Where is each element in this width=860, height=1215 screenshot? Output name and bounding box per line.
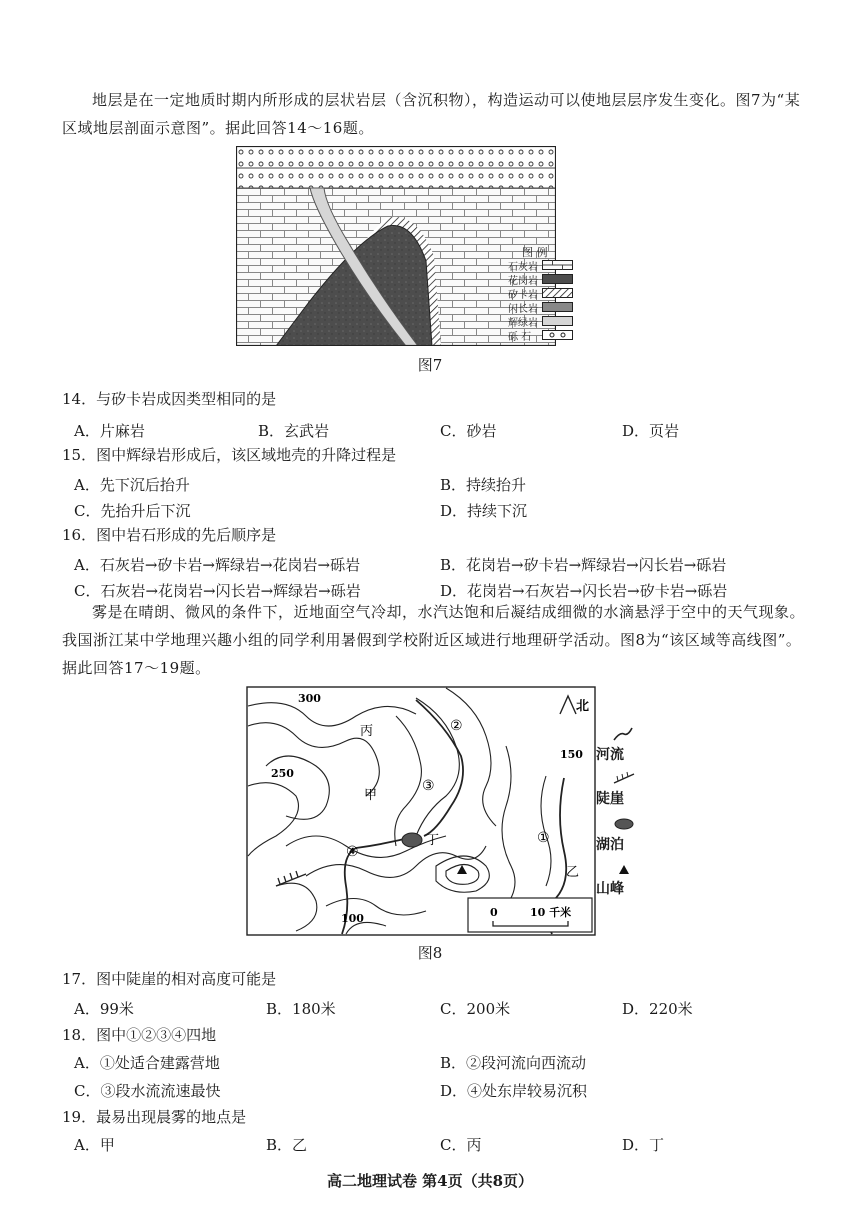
figure-8-legend [596,726,652,916]
q18-option-a[interactable]: A．①处适合建露营地 [74,1054,220,1072]
q14-option-b[interactable]: B．玄武岩 [258,422,330,440]
legend-peak-icon [610,862,638,876]
contour-map [246,686,596,936]
q15-option-d[interactable]: D．持续下沉 [440,502,528,520]
legend-title: 图 例 [522,246,548,259]
q17-option-c[interactable]: C．200米 [440,1000,511,1018]
place-jia: 甲 [364,788,378,803]
figure-8-caption: 图8 [417,944,443,962]
legend-cliff-icon [610,770,638,786]
page-footer: 高二地理试卷 第4页（共8页） [326,1172,534,1190]
question-14-options [74,420,814,444]
figure-8 [246,686,596,936]
legend-river-label: 河流 [596,747,624,763]
place-bing: 丙 [360,724,374,739]
question-16-options-row-1 [74,554,814,578]
q18-option-d[interactable]: D．④处东岸较易沉积 [440,1082,588,1100]
question-17-options [74,998,814,1022]
question-18: 18．图中①②③④四地 [62,1026,217,1044]
q16-option-a[interactable]: A．石灰岩→矽卡岩→辉绿岩→花岗岩→砾岩 [74,556,361,574]
q18-option-b[interactable]: B．②段河流向西流动 [440,1054,587,1072]
q16-option-c[interactable]: C．石灰岩→花岗岩→闪长岩→辉绿岩→砾岩 [74,582,361,600]
q14-option-c[interactable]: C．砂岩 [440,422,497,440]
q19-option-d[interactable]: D．丁 [622,1136,665,1154]
north-label: 北 [576,699,590,714]
legend-label-gravel: 砾 石 [508,332,532,343]
legend-label-diorite: 闪长岩 [508,304,538,315]
question-14: 14．与矽卡岩成因类型相同的是 [62,390,277,408]
q15-option-b[interactable]: B．持续抬升 [440,476,527,494]
marker-2: ② [450,718,463,734]
intro-paragraph-2: 雾是在晴朗、微风的条件下，近地面空气冷却，水汽达饱和后凝结成细微的水滴悬浮于空中的天气现象。我国浙江某中学地理兴趣小组的同学利用暑假到学校附近区域进行地理研学活动。图8为“该区域等高线图”。据此回答17～19题。 [62,603,806,677]
question-15-options-row-1 [74,474,814,498]
q18-option-c[interactable]: C．③段水流流速最快 [74,1082,221,1100]
marker-4: ④ [346,844,359,860]
legend-lake-label: 湖泊 [596,837,624,853]
question-19: 19．最易出现晨雾的地点是 [62,1108,247,1126]
scale-label: 10 千米 [530,906,572,919]
q15-option-c[interactable]: C．先抬升后下沉 [74,502,191,520]
q17-option-d[interactable]: D．220米 [622,1000,693,1018]
legend-label-granite: 花岗岩 [508,276,538,287]
legend-peak-label: 山峰 [596,881,624,897]
question-19-options [74,1134,814,1158]
place-ding: 丁 [426,833,440,848]
figure-7-caption: 图7 [417,356,443,374]
lake-icon [402,833,422,847]
scale-zero: 0 [490,906,498,919]
q14-option-d[interactable]: D．页岩 [622,422,680,440]
q16-option-d[interactable]: D．花岗岩→石灰岩→闪长岩→矽卡岩→砾岩 [440,582,728,600]
question-15-options-row-2 [74,500,814,524]
question-15: 15．图中辉绿岩形成后，该区域地壳的升降过程是 [62,446,397,464]
contour-label-250: 250 [271,767,294,780]
legend-cliff-label: 陡崖 [596,791,624,807]
marker-1: ① [537,830,550,846]
contour-label-100: 100 [341,912,364,925]
q15-option-a[interactable]: A．先下沉后抬升 [74,476,190,494]
question-17: 17．图中陡崖的相对高度可能是 [62,970,277,988]
legend-label-limestone: 石灰岩 [508,262,538,273]
q16-option-b[interactable]: B．花岗岩→矽卡岩→辉绿岩→闪长岩→砾岩 [440,556,727,574]
q14-option-a[interactable]: A．片麻岩 [74,422,145,440]
legend-river-icon [610,726,638,742]
question-18-options-row-2 [74,1080,814,1104]
q19-option-b[interactable]: B．乙 [266,1136,308,1154]
place-yi: 乙 [566,865,580,880]
q19-option-c[interactable]: C．丙 [440,1136,482,1154]
question-18-options-row-1 [74,1052,814,1076]
legend-swatches [542,258,576,344]
intro-paragraph-1: 地层是在一定地质时期内所形成的层状岩层（含沉积物），构造运动可以使地层层序发生变化。图7为“某区域地层剖面示意图”。据此回答14～16题。 [62,91,801,137]
q17-option-a[interactable]: A．99米 [74,1000,134,1018]
contour-label-150: 150 [560,748,583,761]
legend-label-skarn: 矽卡岩 [508,290,538,301]
q17-option-b[interactable]: B．180米 [266,1000,336,1018]
question-16: 16．图中岩石形成的先后顺序是 [62,526,277,544]
q19-option-a[interactable]: A．甲 [74,1136,115,1154]
contour-label-300: 300 [298,692,321,705]
marker-3: ③ [422,778,435,794]
legend-lake-icon [610,816,638,832]
figure-7-legend [508,244,578,344]
legend-label-diabase: 辉绿岩 [508,318,538,329]
